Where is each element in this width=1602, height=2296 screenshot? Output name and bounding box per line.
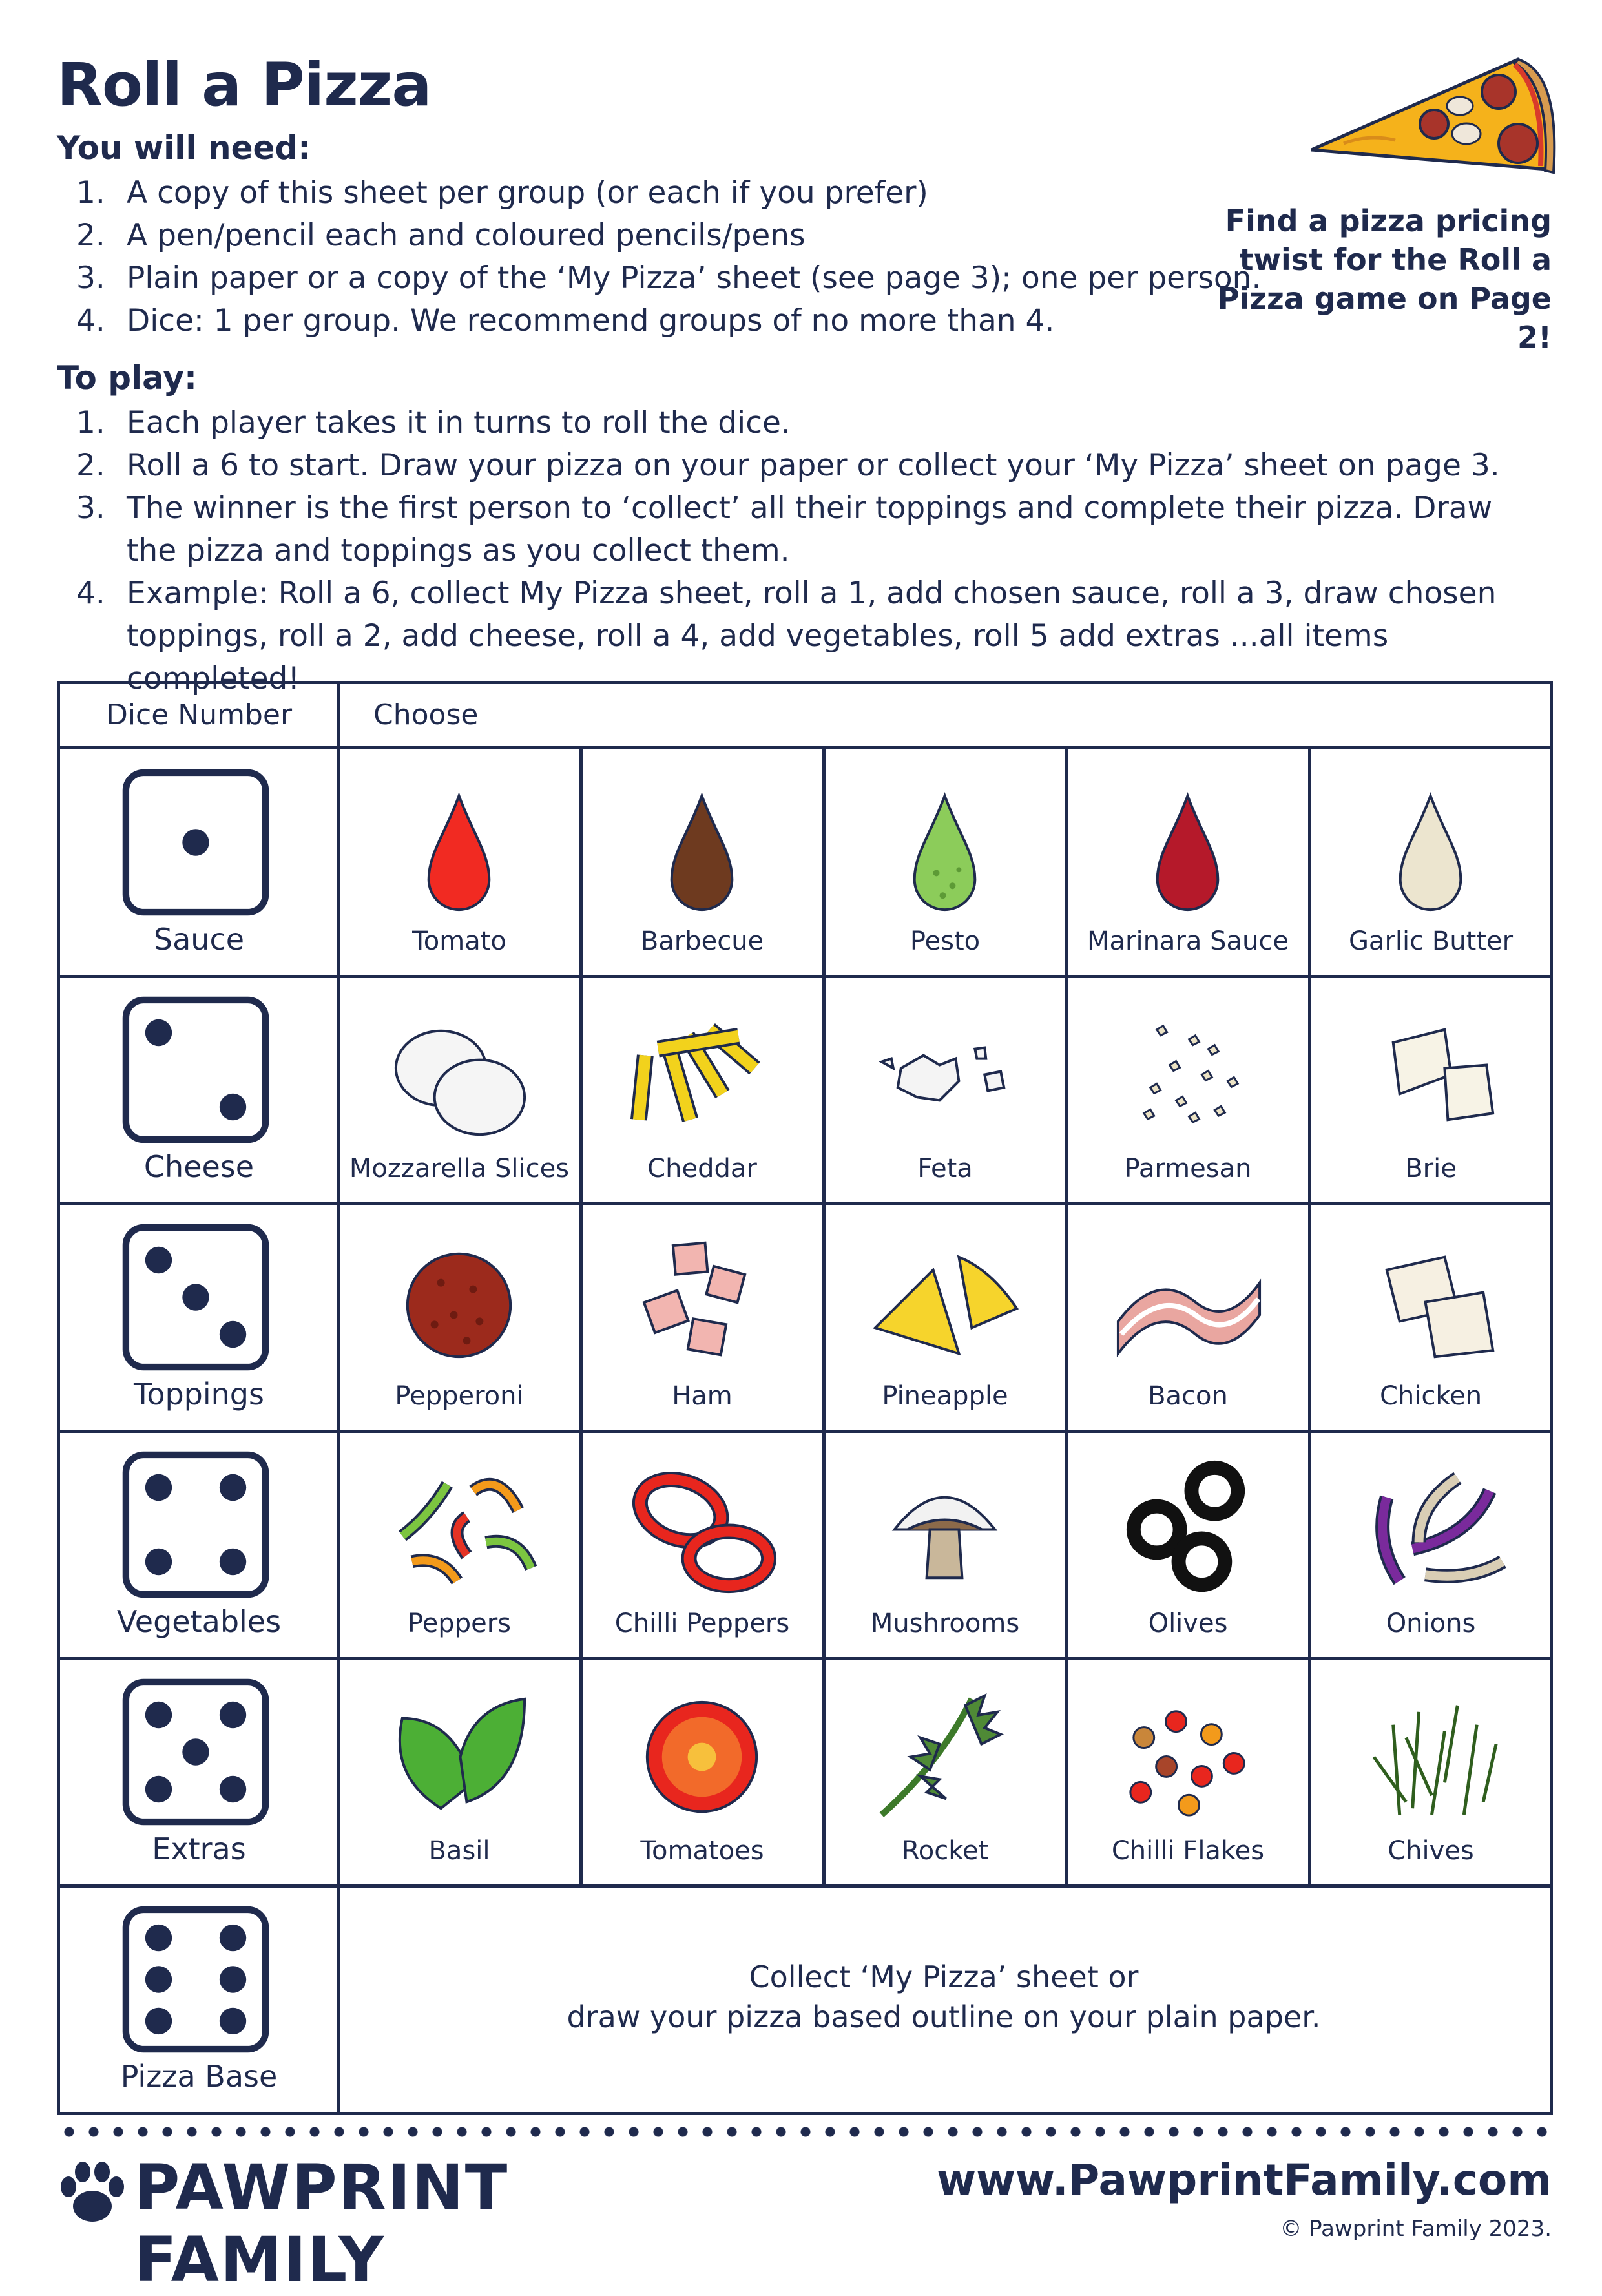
choice-cell [1066, 1658, 1309, 1886]
choice-label: Rocket [901, 1836, 989, 1866]
choice-cell [1066, 1431, 1309, 1658]
dotted-divider [57, 2125, 1553, 2138]
tomato-sauce-icon [377, 775, 541, 920]
dice-pip [145, 1549, 172, 1575]
chives-icon [1348, 1684, 1513, 1830]
choice-label: Chilli Peppers [614, 1609, 790, 1638]
garlic-butter-icon [1348, 775, 1513, 920]
column-divider [579, 1658, 583, 1886]
mozzarella-icon [377, 1002, 541, 1147]
dice-cell [60, 749, 338, 976]
list-text: The winner is the first person to ‘collect’ all their toppings and complete their pizza. Draw the pizza and toppings as you collect them. [127, 490, 1493, 569]
column-divider [1065, 1204, 1068, 1431]
list-item [76, 487, 1536, 572]
dice-pip [145, 2008, 172, 2034]
list-text: Example: Roll a 6, collect My Pizza sheet, roll a 1, add chosen sauce, roll a 3, draw chosen toppings, roll a 2, add cheese, roll a 4, add vegetables, roll 5 add extras ...all items completed! [127, 576, 1497, 696]
parmesan-icon [1105, 1002, 1270, 1147]
basil-icon [377, 1684, 541, 1830]
cheddar-icon [619, 1002, 784, 1147]
pineapple-icon [862, 1229, 1027, 1375]
brand-name: PAWPRINT FAMILY [134, 2151, 509, 2296]
choice-label: Chives [1388, 1836, 1474, 1866]
choice-cell [824, 1431, 1066, 1658]
choice-cell [1309, 1204, 1552, 1431]
dice-column-divider [337, 684, 340, 2112]
choice-cell [581, 1658, 824, 1886]
list-text: A copy of this sheet per group (or each if you prefer) [127, 175, 928, 211]
list-item [76, 402, 1536, 444]
list-number: 1. [76, 175, 105, 211]
tomatoes-icon [619, 1684, 784, 1830]
column-divider [1065, 1658, 1068, 1886]
choice-label: Mozzarella Slices [349, 1154, 570, 1184]
dice-4-icon [121, 1450, 270, 1599]
column-divider [1308, 1431, 1311, 1658]
column-divider [579, 749, 583, 976]
list-number: 3. [76, 260, 105, 296]
dice-pip [182, 829, 209, 855]
pizza-base-instructions [338, 1957, 1550, 2037]
dice-pip [182, 1284, 209, 1310]
choice-label: Brie [1405, 1154, 1457, 1184]
choice-label: Tomato [412, 926, 506, 956]
pesto-sauce-icon [862, 775, 1027, 920]
chilli-peppers-icon [619, 1457, 784, 1602]
choice-cell [581, 1204, 824, 1431]
list-number: 1. [76, 405, 105, 441]
dice-pip [145, 1019, 172, 1046]
dice-pip [220, 2008, 246, 2034]
column-divider [822, 1204, 826, 1431]
dice-pip [145, 1966, 172, 1992]
pepperoni-icon [377, 1229, 541, 1375]
column-divider [579, 1431, 583, 1658]
list-number: 3. [76, 490, 105, 526]
copyright: © Pawprint Family 2023. [1280, 2216, 1552, 2242]
choice-label: Basil [428, 1836, 490, 1866]
list-text: Plain paper or a copy of the ‘My Pizza’ sheet (see page 3); one per person. [127, 260, 1262, 296]
choice-label: Marinara Sauce [1087, 926, 1289, 956]
dice-2-icon [121, 996, 270, 1144]
choice-cell [1309, 749, 1552, 976]
to-play-list [76, 402, 1536, 700]
dice-cell [60, 1658, 338, 1886]
brie-icon [1348, 1002, 1513, 1147]
column-divider [1065, 976, 1068, 1204]
choice-label: Barbecue [640, 926, 764, 956]
marinara-sauce-icon [1105, 775, 1270, 920]
instruction-line: draw your pizza based outline on your plain paper. [567, 1999, 1321, 2034]
choice-cell [1309, 1431, 1552, 1658]
rocket-icon [862, 1684, 1027, 1830]
dice-pip [145, 1474, 172, 1501]
pizza-slice-icon [1305, 53, 1563, 208]
column-divider [1308, 1658, 1311, 1886]
header-dice-number: Dice Number [105, 698, 293, 731]
roll-table [57, 681, 1553, 2115]
header-choose: Choose [373, 698, 479, 731]
list-item [76, 444, 1536, 487]
list-number: 4. [76, 576, 105, 611]
column-divider [822, 1658, 826, 1886]
dice-pip [145, 1247, 172, 1273]
column-divider [579, 1204, 583, 1431]
barbecue-sauce-icon [619, 775, 784, 920]
choice-cell [824, 1658, 1066, 1886]
dice-pip [220, 1474, 246, 1501]
column-divider [579, 976, 583, 1204]
column-divider [822, 749, 826, 976]
feta-icon [862, 1002, 1027, 1147]
list-number: 4. [76, 303, 105, 339]
column-divider [1065, 749, 1068, 976]
choice-label: Chilli Flakes [1111, 1836, 1265, 1866]
pricing-twist-note: Find a pizza pricing twist for the Roll a Pizza game on Page 2! [1217, 204, 1552, 355]
choice-cell [338, 749, 581, 976]
dice-pip [182, 1738, 209, 1765]
dice-pip [220, 1702, 246, 1728]
dice-pip [220, 1776, 246, 1802]
dice-pip [220, 1925, 246, 1951]
choice-label: Pineapple [882, 1381, 1008, 1411]
dice-category-label: Extras [152, 1832, 246, 1866]
choice-cell [338, 1431, 581, 1658]
column-divider [1308, 976, 1311, 1204]
peppers-icon [377, 1457, 541, 1602]
dice-cell [60, 976, 338, 1204]
choice-cell [338, 1658, 581, 1886]
dice-cell [60, 1204, 338, 1431]
choice-cell [1066, 1204, 1309, 1431]
choice-label: Chicken [1379, 1381, 1482, 1411]
onions-icon [1348, 1457, 1513, 1602]
choice-label: Cheddar [647, 1154, 757, 1184]
list-text: A pen/pencil each and coloured pencils/pens [127, 218, 806, 253]
dice-pip [220, 1966, 246, 1992]
dice-pip [145, 1925, 172, 1951]
ham-icon [619, 1229, 784, 1375]
list-text: Dice: 1 per group. We recommend groups of no more than 4. [127, 303, 1055, 339]
choice-label: Peppers [408, 1609, 511, 1638]
column-divider [1065, 1431, 1068, 1658]
dice-pip [220, 1549, 246, 1575]
paw-icon [57, 2158, 128, 2229]
choice-label: Olives [1148, 1609, 1228, 1638]
dice-pip [145, 1702, 172, 1728]
dice-6-icon [121, 1905, 270, 2054]
choice-label: Garlic Butter [1348, 926, 1514, 956]
column-divider [1308, 749, 1311, 976]
list-text: Roll a 6 to start. Draw your pizza on your paper or collect your ‘My Pizza’ sheet on page 3. [127, 448, 1500, 483]
choice-cell [1309, 1658, 1552, 1886]
choice-label: Ham [672, 1381, 733, 1411]
dice-1-icon [121, 768, 270, 917]
page-title: Roll a Pizza [57, 50, 432, 120]
dice-category-label: Vegetables [116, 1604, 282, 1639]
choice-label: Parmesan [1124, 1154, 1252, 1184]
choice-label: Bacon [1148, 1381, 1228, 1411]
dice-cell [60, 1431, 338, 1658]
website-url[interactable]: www.PawprintFamily.com [937, 2155, 1552, 2205]
choice-label: Tomatoes [640, 1836, 764, 1866]
chicken-icon [1348, 1229, 1513, 1375]
olives-icon [1105, 1457, 1270, 1602]
dice-category-label: Toppings [134, 1377, 264, 1412]
bacon-icon [1105, 1229, 1270, 1375]
dice-category-label: Pizza Base [120, 2059, 278, 2094]
column-divider [1308, 1204, 1311, 1431]
choice-cell [338, 976, 581, 1204]
choice-cell [1309, 976, 1552, 1204]
choice-cell [1066, 976, 1309, 1204]
instruction-line: Collect ‘My Pizza’ sheet or [749, 1959, 1139, 1994]
choice-label: Onions [1386, 1609, 1476, 1638]
dice-pip [220, 1094, 246, 1120]
choice-cell [1066, 749, 1309, 976]
list-text: Each player takes it in turns to roll the dice. [127, 405, 791, 441]
dice-pip [220, 1321, 246, 1348]
choice-label: Feta [917, 1154, 973, 1184]
dice-cell [60, 1886, 338, 2113]
list-number: 2. [76, 448, 105, 483]
you-will-need-heading: You will need: [57, 129, 311, 167]
choice-label: Pepperoni [395, 1381, 524, 1411]
choice-cell [581, 749, 824, 976]
choice-cell [581, 1431, 824, 1658]
choice-cell [338, 1204, 581, 1431]
choice-cell [581, 976, 824, 1204]
choice-cell [824, 749, 1066, 976]
choice-cell [824, 1204, 1066, 1431]
dice-category-label: Cheese [143, 1149, 255, 1184]
column-divider [822, 976, 826, 1204]
to-play-heading: To play: [57, 359, 197, 397]
dice-3-icon [121, 1223, 270, 1372]
dice-category-label: Sauce [153, 922, 245, 957]
choice-label: Pesto [910, 926, 981, 956]
mushrooms-icon [862, 1457, 1027, 1602]
chilli-flakes-icon [1105, 1684, 1270, 1830]
column-divider [822, 1431, 826, 1658]
choice-label: Mushrooms [870, 1609, 1020, 1638]
dice-5-icon [121, 1678, 270, 1826]
list-number: 2. [76, 218, 105, 253]
table-header-row [60, 684, 1550, 749]
choice-cell [824, 976, 1066, 1204]
dice-pip [145, 1776, 172, 1802]
